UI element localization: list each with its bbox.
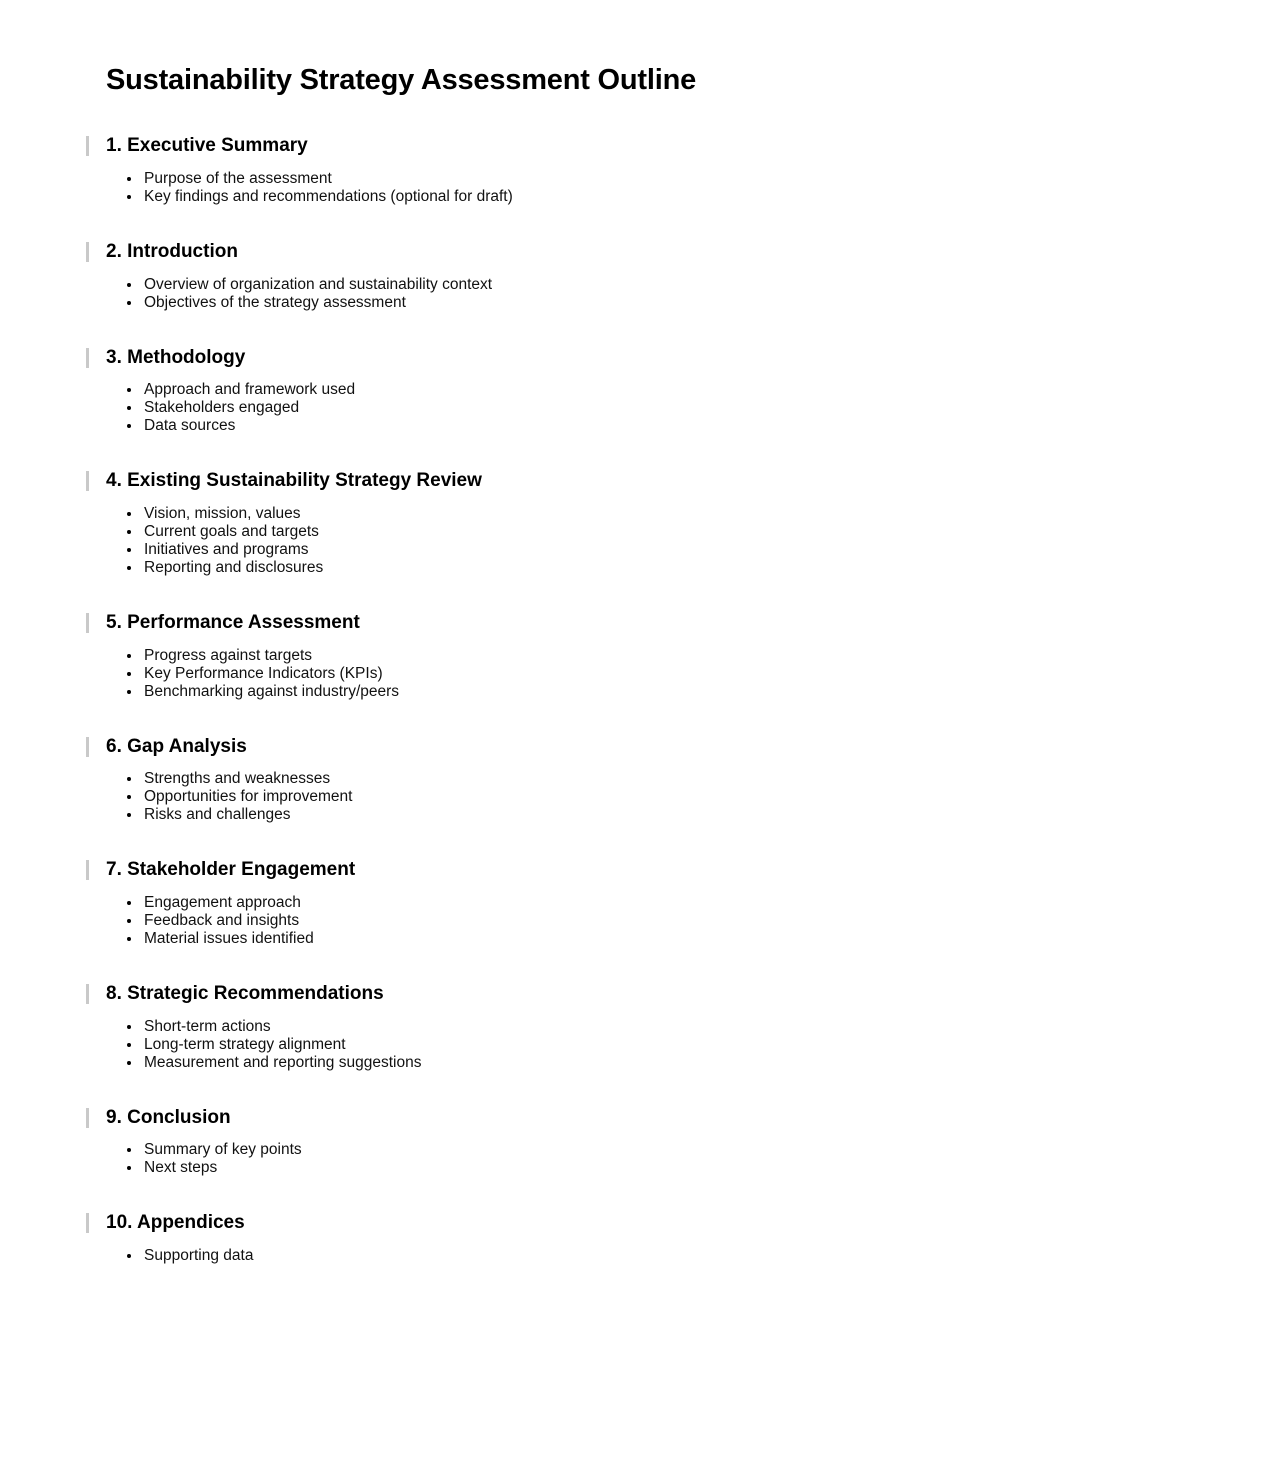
list-item: Summary of key points [144, 1141, 1186, 1159]
section-list [86, 276, 1186, 312]
section-gap-analysis [86, 735, 1186, 825]
list-item: Key Performance Indicators (KPIs) [144, 665, 1186, 683]
section-methodology [86, 346, 1186, 436]
list-item: Feedback and insights [144, 912, 1186, 930]
section-heading: 5. Performance Assessment [86, 611, 1186, 636]
section-heading: 9. Conclusion [86, 1106, 1186, 1131]
section-executive-summary [86, 134, 1186, 206]
section-heading: 8. Strategic Recommendations [86, 982, 1186, 1007]
list-item: Strengths and weaknesses [144, 770, 1186, 788]
list-item: Vision, mission, values [144, 505, 1186, 523]
section-heading: 6. Gap Analysis [86, 735, 1186, 760]
section-heading: 7. Stakeholder Engagement [86, 858, 1186, 883]
section-list [86, 1141, 1186, 1177]
section-list [86, 381, 1186, 435]
list-item: Purpose of the assessment [144, 170, 1186, 188]
section-list [86, 1018, 1186, 1072]
section-list [86, 1247, 1186, 1265]
list-item: Stakeholders engaged [144, 399, 1186, 417]
section-heading: 4. Existing Sustainability Strategy Review [86, 469, 1186, 494]
list-item: Initiatives and programs [144, 541, 1186, 559]
list-item: Current goals and targets [144, 523, 1186, 541]
section-list [86, 170, 1186, 206]
section-list [86, 770, 1186, 824]
section-list [86, 894, 1186, 948]
list-item: Reporting and disclosures [144, 559, 1186, 577]
section-performance-assessment [86, 611, 1186, 701]
section-list [86, 647, 1186, 701]
list-item: Data sources [144, 417, 1186, 435]
section-list [86, 505, 1186, 577]
section-appendices [86, 1211, 1186, 1265]
section-introduction [86, 240, 1186, 312]
document-body [86, 62, 1186, 1265]
list-item: Progress against targets [144, 647, 1186, 665]
section-heading: 1. Executive Summary [86, 134, 1186, 159]
list-item: Risks and challenges [144, 806, 1186, 824]
list-item: Short-term actions [144, 1018, 1186, 1036]
section-heading: 2. Introduction [86, 240, 1186, 265]
list-item: Material issues identified [144, 930, 1186, 948]
list-item: Engagement approach [144, 894, 1186, 912]
section-heading: 10. Appendices [86, 1211, 1186, 1236]
list-item: Long-term strategy alignment [144, 1036, 1186, 1054]
section-strategic-recommendations [86, 982, 1186, 1072]
list-item: Objectives of the strategy assessment [144, 294, 1186, 312]
list-item: Overview of organization and sustainability context [144, 276, 1186, 294]
list-item: Measurement and reporting suggestions [144, 1054, 1186, 1072]
page-title: Sustainability Strategy Assessment Outline [106, 64, 697, 96]
list-item: Supporting data [144, 1247, 1186, 1265]
list-item: Benchmarking against industry/peers [144, 683, 1186, 701]
list-item: Approach and framework used [144, 381, 1186, 399]
section-conclusion [86, 1106, 1186, 1178]
section-stakeholder-engagement [86, 858, 1186, 948]
section-heading: 3. Methodology [86, 346, 1186, 371]
list-item: Opportunities for improvement [144, 788, 1186, 806]
list-item: Key findings and recommendations (optional for draft) [144, 188, 1186, 206]
list-item: Next steps [144, 1159, 1186, 1177]
section-existing-strategy-review [86, 469, 1186, 577]
